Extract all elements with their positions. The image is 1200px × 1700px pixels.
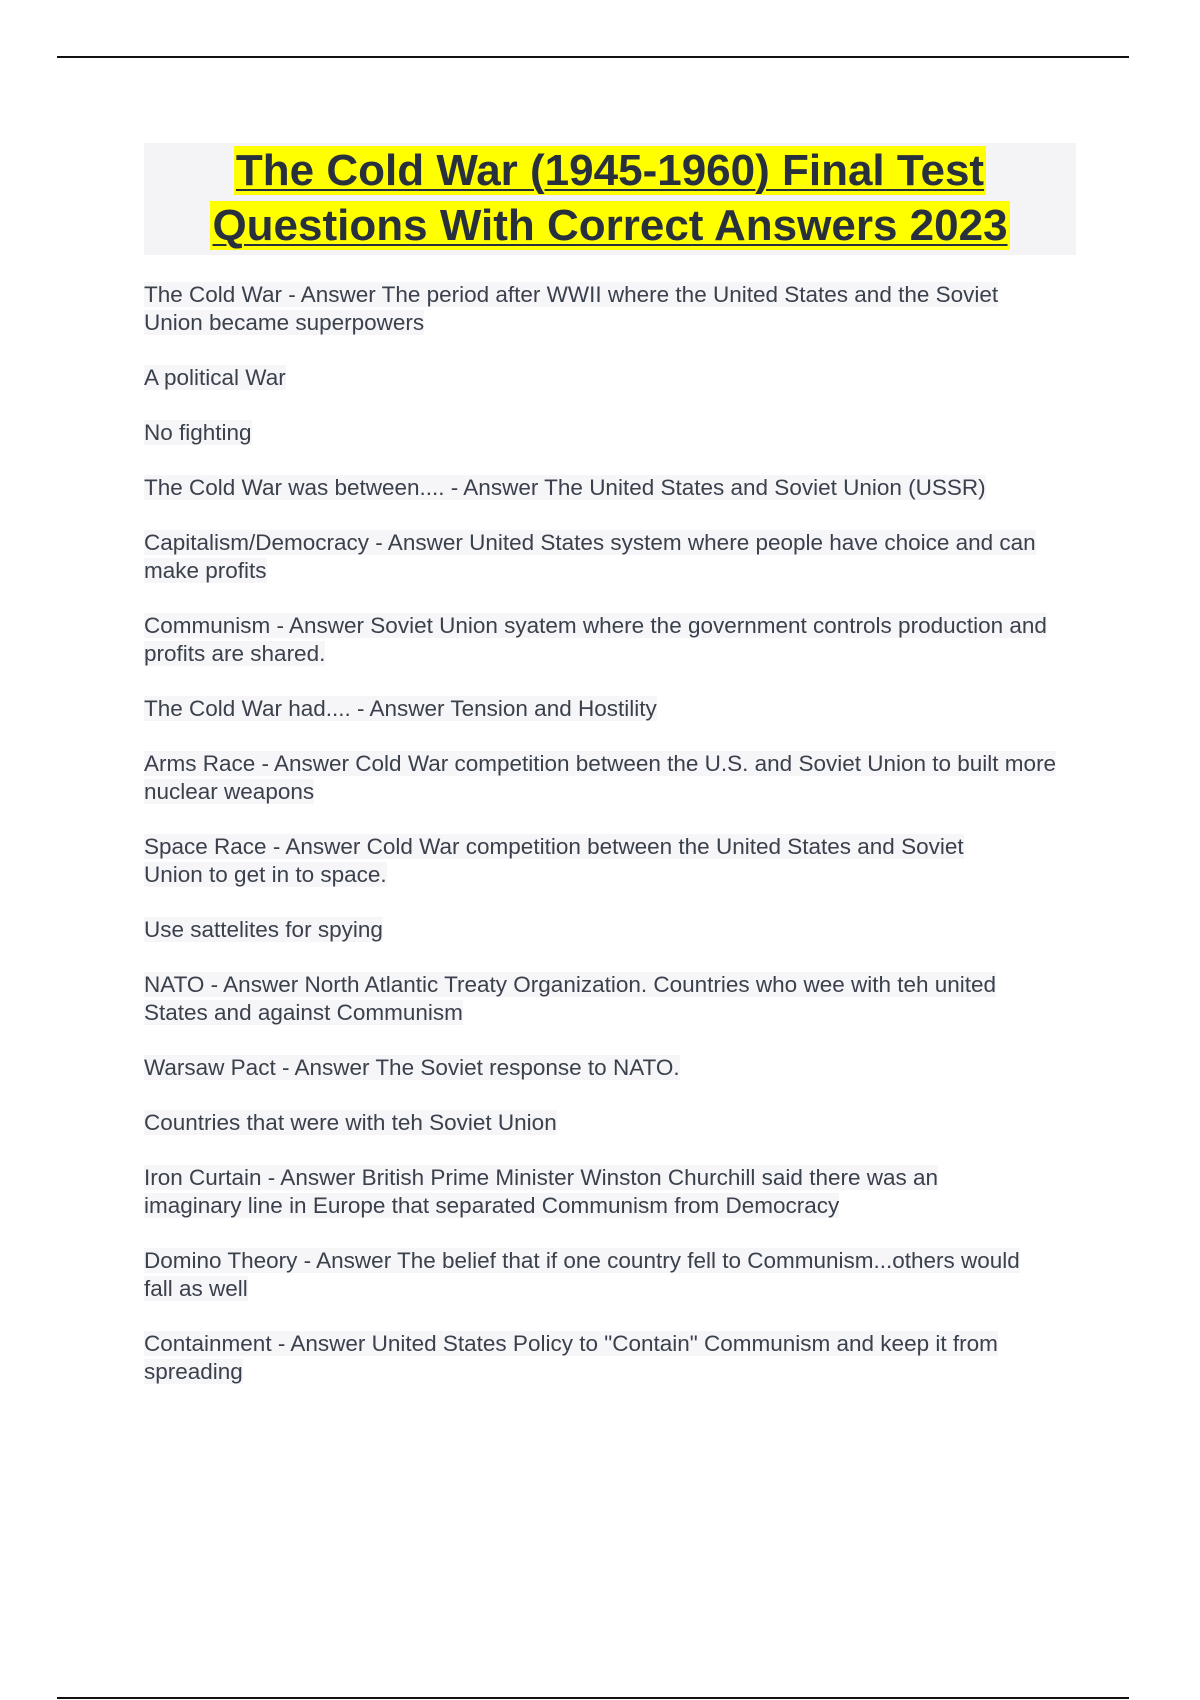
header-rule: [57, 56, 1129, 58]
entry-text: Space Race - Answer Cold War competition between the United States and Soviet Union to get in to space.: [144, 834, 964, 887]
entry-text: No fighting: [144, 420, 252, 445]
entry-text: A political War: [144, 365, 286, 390]
entry-text: Countries that were with teh Soviet Union: [144, 1110, 557, 1135]
footer-rule: [57, 1697, 1129, 1699]
entry-text: The Cold War - Answer The period after WWII where the United States and the Soviet Union became superpowers: [144, 282, 999, 335]
entry-text: The Cold War was between.... - Answer The United States and Soviet Union (USSR): [144, 475, 986, 500]
entry-text: Warsaw Pact - Answer The Soviet response to NATO.: [144, 1055, 680, 1080]
qa-entry: [144, 1330, 1064, 1386]
qa-entry: [144, 474, 1064, 502]
entry-text: Containment - Answer United States Policy to "Contain" Communism and keep it from spreading: [144, 1331, 998, 1384]
entry-text: Iron Curtain - Answer British Prime Minister Winston Churchill said there was an imaginary line in Europe that separated Communism from Democracy: [144, 1165, 939, 1218]
qa-entry: [144, 419, 1064, 447]
qa-entry: [144, 612, 1064, 668]
entry-text: Arms Race - Answer Cold War competition between the U.S. and Soviet Union to built more nuclear weapons: [144, 751, 1057, 804]
qa-entry: [144, 750, 1064, 806]
entry-text: NATO - Answer North Atlantic Treaty Organization. Countries who wee with teh united States and against Communism: [144, 972, 997, 1025]
qa-entry: [144, 971, 1064, 1027]
title-line-1: The Cold War (1945-1960) Final Test: [235, 146, 985, 195]
qa-entry: [144, 529, 1044, 585]
qa-entry: [144, 1247, 1024, 1303]
qa-entry: [144, 281, 1014, 337]
entry-text: The Cold War had.... - Answer Tension and Hostility: [144, 696, 657, 721]
entry-text: Use sattelites for spying: [144, 917, 383, 942]
document-title-block: [144, 143, 1076, 255]
qa-entry: [144, 833, 1024, 889]
qa-entry: [144, 1054, 1064, 1082]
entry-text: Capitalism/Democracy - Answer United States system where people have choice and can make profits: [144, 530, 1036, 583]
qa-entry: [144, 916, 1064, 944]
document-title: [144, 143, 1076, 253]
qa-list: [144, 281, 1064, 1413]
qa-entry: [144, 364, 1064, 392]
qa-entry: [144, 1109, 1064, 1137]
qa-entry: [144, 1164, 1004, 1220]
title-line-2: Questions With Correct Answers 2023: [212, 201, 1008, 250]
entry-text: Domino Theory - Answer The belief that if one country fell to Communism...others would fall as well: [144, 1248, 1020, 1301]
qa-entry: [144, 695, 1064, 723]
entry-text: Communism - Answer Soviet Union syatem where the government controls production and profits are shared.: [144, 613, 1047, 666]
